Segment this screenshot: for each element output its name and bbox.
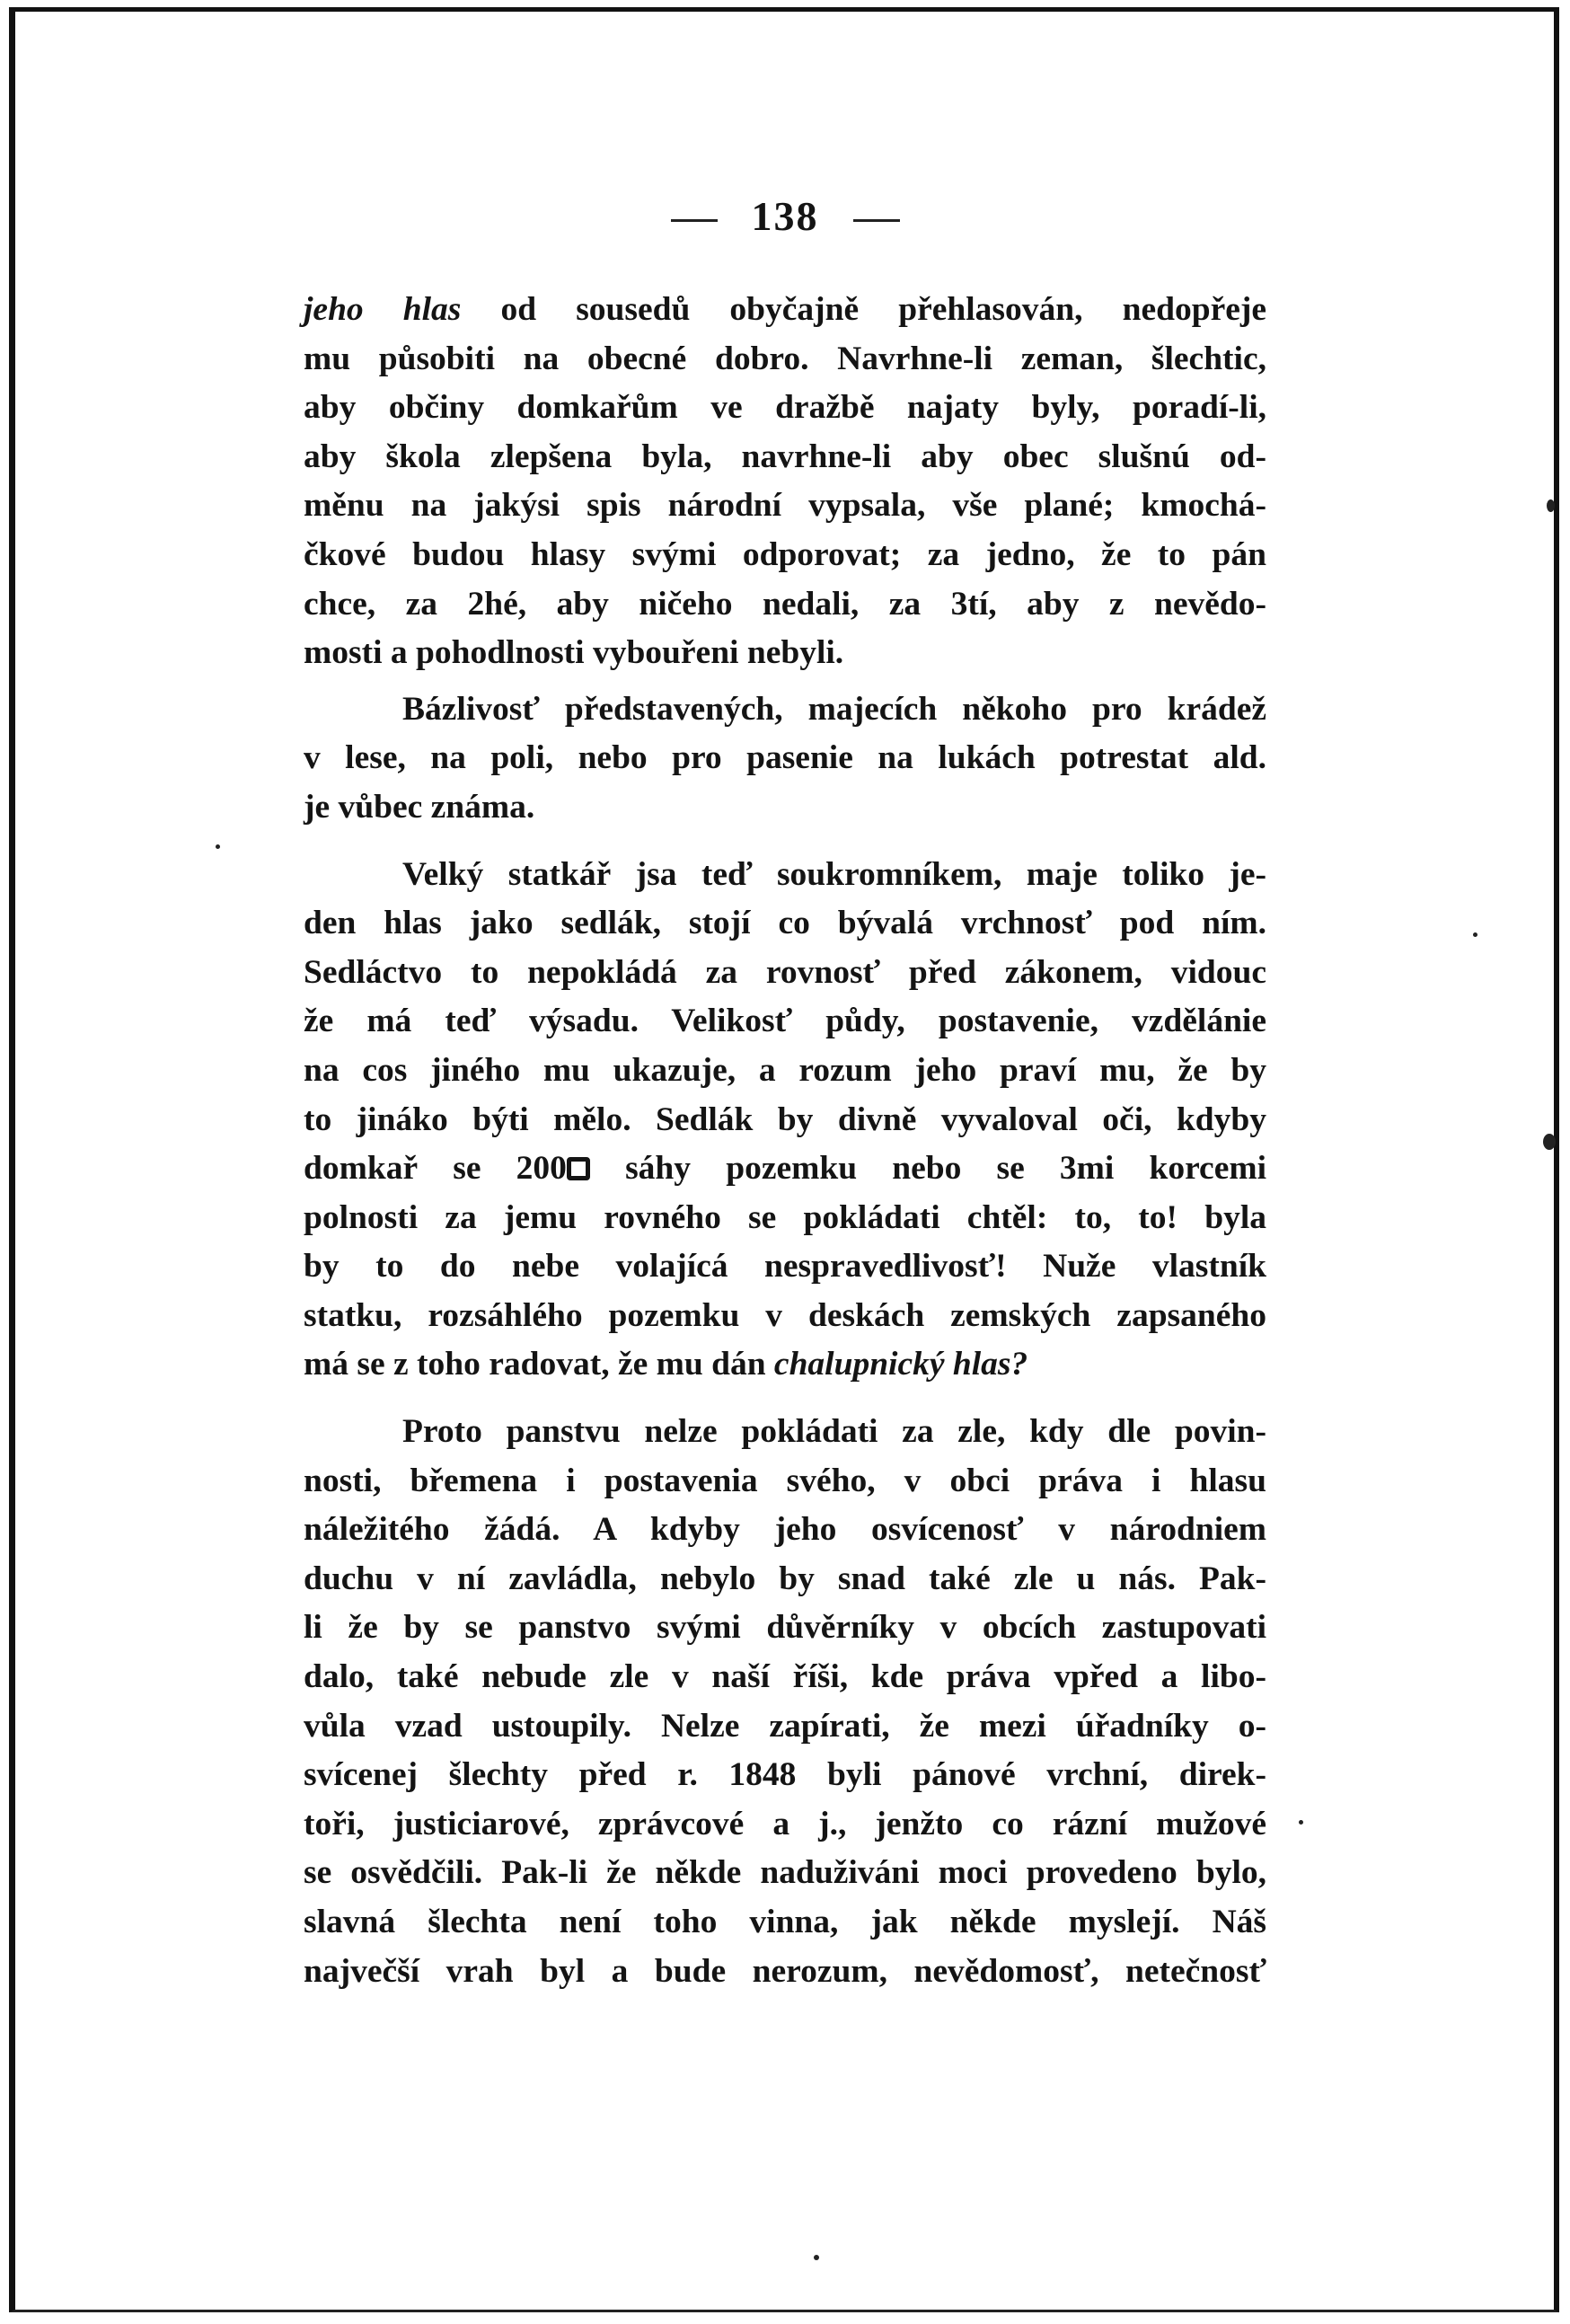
paragraph-gap [304,833,1266,851]
text-run: Sedláctvo to nepokládá za rovnosť před zákonem, vidouc [304,953,1266,991]
text-run: den hlas jako sedlák, stojí co bývalá vrchnosť pod ním. [304,905,1266,942]
text-run: je vůbec známa. [304,788,535,826]
text-run: li že by se panstvo svými důvěrníky v obcích zastupovati [304,1609,1266,1647]
text-run: náležitého žádá. A kdyby jeho osvícenosť v národniem [304,1511,1266,1549]
text-run: polnosti za jemu rovného se pokládati chtěl: to, to! byla [304,1198,1266,1236]
text-line [304,1751,1266,1800]
text-run: mosti a pohodlnosti vybouřeni nebyli. [304,634,844,672]
paragraph [304,685,1266,833]
text-run: duchu v ní zavládla, nebylo by snad také zle u nás. Pak- [304,1560,1266,1597]
text-line [304,1047,1266,1096]
scan-speck [1299,1820,1303,1825]
text-line [304,734,1266,783]
text-line [304,783,1266,833]
text-run: vůla vzad ustoupily. Nelze zapírati, že mezi úřadníky o- [304,1707,1266,1745]
text-run: od sousedů obyčajně přehlasován, nedopřeje [461,291,1266,328]
text-run: čkové budou hlasy svými odporovat; za jedno, že to pán [304,535,1266,573]
text-line [304,335,1266,384]
text-line [304,1242,1266,1292]
scan-speck [1547,499,1555,512]
text-line [304,531,1266,580]
text-run: na cos jiného mu ukazuje, a rozum jeho praví mu, že by [304,1051,1266,1089]
page-number: 138 [751,193,819,239]
text-line [304,580,1266,630]
text-run: mu působiti na obecné dobro. Navrhne-li zeman, šlechtic, [304,340,1266,377]
text-run: má se z toho radovat, že mu dán [304,1346,774,1383]
text-run: sáhy pozemku nebo se 3mi korcemi [589,1150,1266,1188]
text-run: aby škola zlepšena byla, navrhne-li aby obec slušnú od- [304,437,1266,475]
text-run: aby občiny domkařům ve dražbě najaty byly, poradí-li, [304,389,1266,427]
scan-speck [216,844,220,849]
scan-speck [1473,932,1477,937]
text-run: že má teď výsadu. Velikosť půdy, postavenie, vzdělánie [304,1003,1266,1040]
text-line [304,899,1266,949]
text-line [304,1506,1266,1555]
header-dash-left [671,219,718,222]
text-line [304,1555,1266,1604]
text-line [304,1653,1266,1702]
text-run: se osvědčili. Pak-li že někde naduživáni moci provedeno bylo, [304,1854,1266,1892]
text-line [304,433,1266,482]
italic-text: jeho hlas [304,291,462,328]
text-run: chce, za 2hé, aby ničeho nedali, za 3tí, aby z nevědo- [304,585,1266,623]
square-symbol [567,1157,590,1180]
text-run: dalo, také nebude zle v naší říši, kde práva vpřed a libo- [304,1658,1266,1696]
paragraph-gap [304,1390,1266,1408]
text-run: toři, justiciarové, zprávcové a j., jenžto co rázní mužové [304,1805,1266,1842]
text-run: nosti, břemena i postavenia svého, v obci práva i hlasu [304,1462,1266,1499]
text-run: Proto panstvu nelze pokládati za zle, kdy dle povin- [402,1413,1266,1451]
text-line [304,482,1266,531]
text-line [304,1292,1266,1341]
text-line [304,1408,1266,1457]
scan-speck [1543,1134,1556,1150]
text-run: največší vrah byl a bude nerozum, nevědomosť, netečnosť [304,1952,1266,1990]
text-run: Velký statkář jsa teď soukromníkem, maje toliko je- [402,855,1266,893]
text-run: svícenej šlechty před r. 1848 byli pánové vrchní, direk- [304,1756,1266,1794]
text-line [304,1604,1266,1653]
text-line [304,1096,1266,1145]
text-line [304,1194,1266,1243]
paragraph-gap [304,678,1266,685]
text-line [304,1948,1266,1997]
text-line [304,1702,1266,1752]
header-dash-right [853,219,900,222]
text-line [304,851,1266,900]
paragraph [304,851,1266,1391]
text-line [304,286,1266,335]
text-run: to jináko býti mělo. Sedlák by divně vyvaloval oči, kdyby [304,1100,1266,1138]
text-run: domkař se 200 [304,1150,567,1188]
text-run: slavná šlechta není toho vinna, jak někde myslejí. Náš [304,1904,1266,1940]
text-line [304,997,1266,1047]
text-run: Bázlivosť představených, majecích někoho pro krádež [402,690,1266,728]
text-run: statku, rozsáhlého pozemku v deskách zemských zapsaného [304,1296,1266,1334]
text-line [304,1144,1266,1194]
text-run: měnu na jakýsi spis národní vypsala, vše plané; kmochá- [304,487,1266,525]
text-line [304,384,1266,433]
paragraph [304,286,1266,678]
italic-text: chalupnický hlas? [773,1346,1028,1383]
paragraph [304,1408,1266,1996]
text-line [304,629,1266,678]
text-line [304,1849,1266,1898]
text-line [304,1800,1266,1850]
text-run: by to do nebe volajícá nespravedlivosť! Nuže vlastník [304,1248,1266,1286]
text-run: v lese, na poli, nebo pro pasenie na lukách potrestat ald. [304,739,1266,777]
text-line [304,1898,1266,1948]
body-text [304,286,1266,1996]
text-line [304,685,1266,735]
page-header [0,192,1570,240]
text-line [304,1340,1266,1390]
text-line [304,949,1266,998]
scan-speck [814,2255,819,2260]
text-line [304,1457,1266,1507]
